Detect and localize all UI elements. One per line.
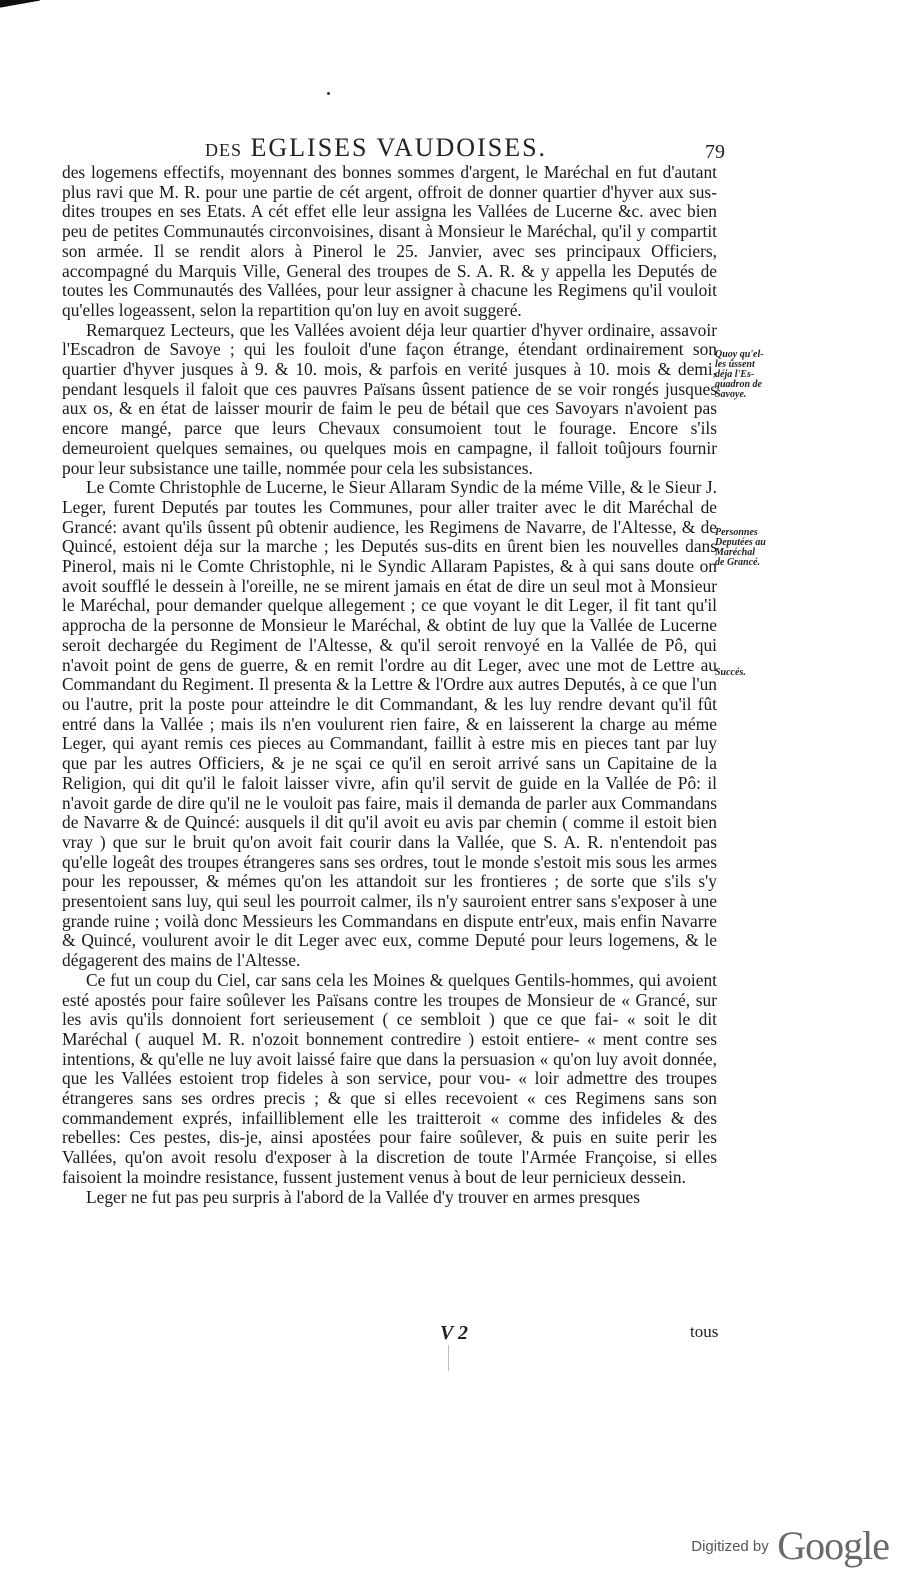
paragraph: Le Comte Christophle de Lucerne, le Sieur Allaram Syndic de la méme Ville, & le Sieur J. Leger, furent Deputés par toutes les Communes, pour aller traiter avec le dit Maréchal de Grancé: avant qu'ils ûssent pû obtenir audience, les Regimens de Navarre, de l'Altesse, & de Quincé, estoient déja sur la marche ; les Deputés sus-dits en ûrent bien les nouvelles dans Pinerol, mais ni le Comte Christophle, ni le Syndic Allaram Papistes, & à qui sans doute on avoit soufflé le dessein à l'oreille, ne se mirent jamais en état de dire un seul mot à Monsieur le Maréchal, pour demander quelque allegement ; ce que voyant le dit Leger, il fit tant qu'il approcha de la personne de Monsieur le Maréchal, & obtint de luy que la Vallée de Lucerne seroit dechargée du Regiment de l'Altesse, & qu'il seroit renvoyé en la Vallée de Pô, qui n'avoit point de gens de guerre, & en remit l'ordre au dit Leger, avec une mot de Lettre au Commandant du Regiment. Il presenta & la Lettre & l'Ordre aux autres Deputés, à ce que l'un ou l'autre, prit la poste pour atteindre le dit Commandant, & les luy rendre devant qu'il fût entré dans la Vallée ; mais ils n'en voulurent rien faire, & en laisserent la charge au méme Leger, qui ayant remis ces pieces au Commandant, faillit à estre mis en pieces tant par luy que par les autres Officiers, & je ne sçai ce qu'il en seroit arrivé sans un Capitaine de la Religion, qui dit qu'il le faloit laisser vivre, afin qu'il servit de guide en la Vallée de Pô: il n'avoit garde de dire qu'il ne le vouloit pas faire, mais il demanda de parler aux Commandans de Navarre & de Quincé: ausquels il dit qu'il avoit eu avis par chemin ( comme il estoit bien vray ) que sur le bruit qu'on avoit fait courir dans la Vallée, que S. A. R. n'entendoit pas qu'elle logeât des troupes étrangeres sans ses ordres, tout le monde s'estoit mis sous les armes pour les repousser, & mémes qu'on les attandoit sur les frontieres ; de sorte que s'ils s'y presentoient sans luy, qui seul les pourroit calmer, ils n'y sauroient entrer sans s'exposer à une grande ruine ; voilà donc Messieurs les Commandans en dispute entr'eux, mais enfin Navarre & Quincé, voulurent avoir le dit Leger avec eux, comme Deputé pour leurs logemens, & le dégagerent des mains de l'Altesse. [62,477,717,971]
page-number: 79 [705,141,725,163]
running-head-prefix: DES [205,140,243,160]
paragraph: des logemens effectifs, moyennant des bonnes sommes d'argent, le Maréchal en fut d'autant plus ravi que M. R. pour une partie de cét argent, offroit de donner quartier d'hyver aux sus-dites troupes en ses Etats. A cét effet elle leur assigna les Vallées de Lucerne &c. avec bien peu de petites Communautés circonvoisines, disant à Monsieur le Maréchal, qu'il y compartit son armée. Il se rendit alors à Pinerol le 25. Janvier, avec ses principaux Officiers, accompagné du Marquis Ville, General des troupes de S. A. R. & y appella les Deputés de toutes les Communautés des Vallées, pour leur assigner à chacune les Regimens qu'il vouloit qu'elles logeassent, selon la repartition qu'on luy en avoit suggeré. [62,162,717,320]
digitized-by-label: Digitized by [691,1538,769,1555]
ink-speck [327,92,330,95]
margin-note: Quoy qu'el- les ûssent déja l'Es- quadron de Savoye. [715,349,764,400]
signature-mark: V 2 [440,1322,468,1344]
main-text [62,163,717,1207]
paragraph: Leger ne fut pas peu surpris à l'abord de la Vallée d'y trouver en armes presques [86,1186,641,1207]
catchword: tous [690,1322,719,1341]
paragraph: Ce fut un coup du Ciel, car sans cela les Moines & quelques Gentils-hommes, qui avoient esté apostés pour faire soûlever les Païsans contre les troupes de Monsieur de « Grancé, sur les avis qu'ils donnoient fort serieusement ( ce sembloit ) que ce que fai- « soit le dit Maréchal ( auquel M. R. n'ozoit bonnement contredire ) estoit entiere- « ment contre ses intentions, & qu'elle ne luy avoit laissé faire que dans la persuasion « qu'on luy avoit donnée, que les Vallées estoient trop fideles à son service, pour vou- « loir admettre des troupes étrangeres sans ses ordres precis ; & que si elles recevoient « ces Regimens sans son commandement exprés, infailliblement elle les traitteroit « comme des infideles & des rebelles: Ces pestes, dis-je, ainsi apostées pour faire soûlever, & puis en suite perir les Vallées, qu'on avoit resolu d'exposer à la discretion de toute l'Armée Françoise, si elles faisoient la moindre resistance, fussent justement venus à bout de leur pernicieux dessein. [62,969,717,1187]
scan-corner-mark [0,0,40,18]
google-logo: Google [777,1523,889,1568]
running-head-title: EGLISES VAUDOISES. [250,133,548,162]
paragraph: Remarquez Lecteurs, que les Vallées avoient déja leur quartier d'hyver ordinaire, assavoir l'Escadron de Savoye ; qui les fouloit d'une façon étrange, étendant ordinairement son quartier d'hyver jusques à 9. & 10. mois, & parfois en verité jusques à 10. mois & demi, pendant lesquels il faloit que ces pauvres Païsans ûssent patience de se voir rongés jusques aux os, & en état de laisser mourir de faim le peu de bétail que ces Savoyars n'avoient pas encore mangé, parce que leurs Chevaux consumoient tout le fourage. Encore s'ils demeuroient quelques semaines, ou quelques mois en campagne, il falloit toûjours fournir pour leur subsistance une taille, nommée pour cela les subsistances. [62,319,717,478]
fold-line [448,1345,449,1371]
running-head [205,133,547,163]
margin-note: Personnes Deputées au Maréchal de Grancé. [715,527,766,568]
margin-note: Succés. [715,667,746,678]
digitization-watermark [691,1522,889,1569]
